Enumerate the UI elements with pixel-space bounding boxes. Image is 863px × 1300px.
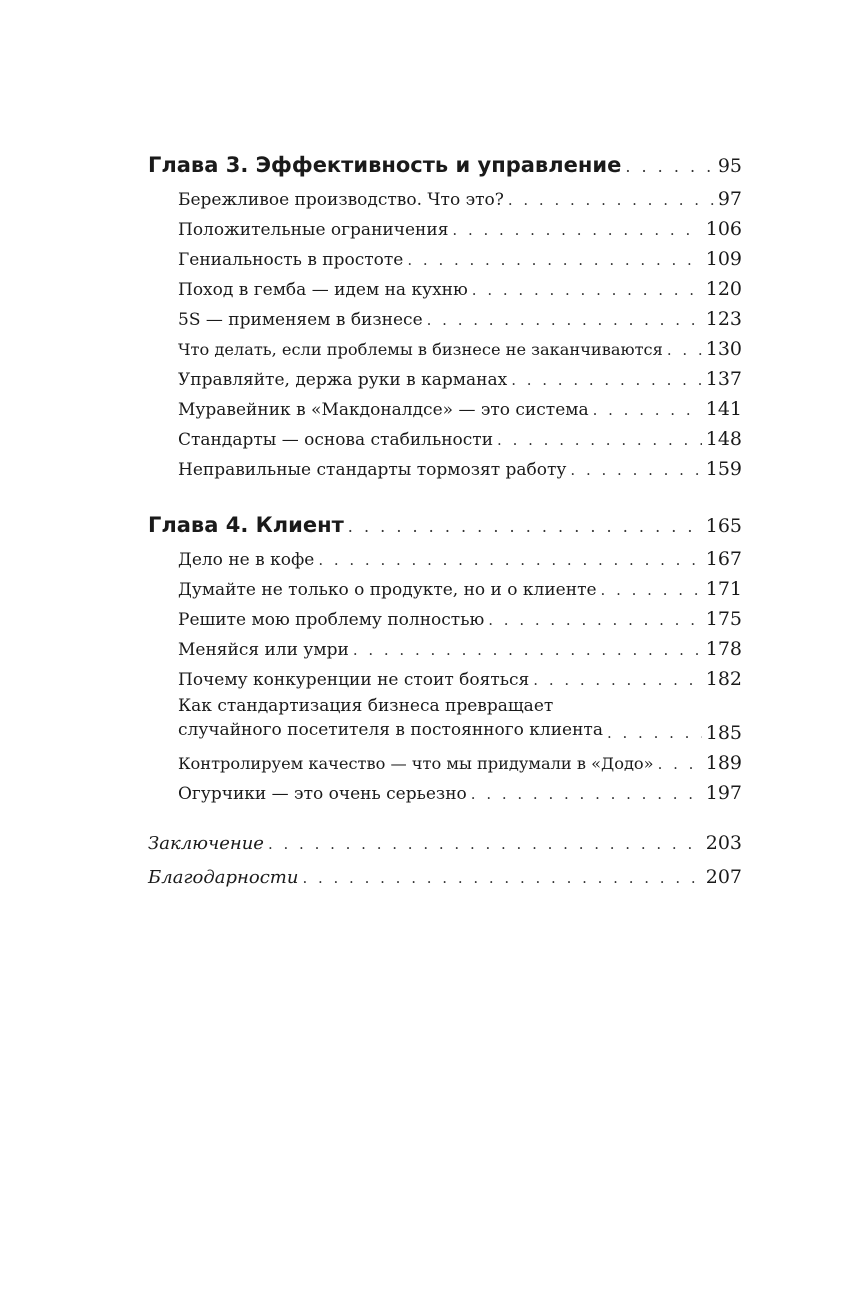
item-title: Огурчики — это очень серьезно: [178, 784, 467, 804]
toc-item[interactable]: [148, 544, 742, 574]
chapter-title: Глава 4. Клиент: [148, 513, 344, 537]
page-number: 167: [705, 548, 742, 570]
dot-leader: [570, 455, 701, 485]
item-title: Заключение: [148, 833, 264, 854]
page-number: 109: [705, 248, 742, 270]
table-of-contents: [148, 146, 742, 894]
item-title: Дело не в кофе: [178, 550, 315, 570]
item-title: Бережливое производство. Что это?: [178, 190, 504, 210]
toc-item[interactable]: [148, 274, 742, 304]
page-number: 182: [705, 668, 742, 690]
dot-leader: [268, 827, 702, 861]
item-title: Решите мою проблему полностью: [178, 610, 485, 630]
dot-leader: [353, 635, 702, 665]
item-title: Почему конкуренции не стоит бояться: [178, 670, 530, 690]
dot-leader: [488, 605, 701, 635]
item-title: Стандарты — основа стабильности: [178, 430, 494, 450]
item-title-line-1: Как стандартизация бизнеса превращает: [178, 696, 554, 716]
dot-leader: [601, 575, 702, 605]
page-number: 130: [705, 338, 742, 360]
page-number: 106: [705, 218, 742, 240]
dot-leader: [658, 749, 702, 779]
toc-item[interactable]: [148, 364, 742, 394]
toc-item[interactable]: [148, 634, 742, 664]
page-number: 148: [705, 428, 742, 450]
spacer: [148, 484, 742, 506]
dot-leader: [407, 245, 701, 275]
toc-item[interactable]: [148, 748, 742, 778]
dot-leader: [497, 425, 702, 455]
spacer: [148, 808, 742, 826]
page-number: 120: [705, 278, 742, 300]
item-title: Гениальность в простоте: [178, 250, 404, 270]
dot-leader: [593, 395, 702, 425]
item-title: Думайте не только о продукте, но и о клиенте: [178, 580, 597, 600]
dot-leader: [508, 185, 714, 215]
item-title: Положительные ограничения: [178, 220, 449, 240]
dot-leader: [348, 508, 702, 546]
dot-leader: [667, 335, 702, 365]
toc-acknowledgements[interactable]: [148, 860, 742, 894]
dot-leader: [533, 665, 701, 695]
toc-item[interactable]: [148, 214, 742, 244]
page-number: 95: [717, 155, 742, 177]
page-number: 175: [705, 608, 742, 630]
dot-leader: [607, 718, 702, 748]
dot-leader: [452, 215, 701, 245]
toc-item[interactable]: [148, 604, 742, 634]
item-title: Муравейник в «Макдоналдсе» — это система: [178, 400, 589, 420]
item-title: Поход в гемба — идем на кухню: [178, 280, 468, 300]
item-title: Что делать, если проблемы в бизнесе не заканчиваются: [178, 340, 663, 359]
page-number: 189: [705, 752, 742, 774]
toc-item[interactable]: [148, 334, 742, 364]
item-title-line-2: случайного посетителя в постоянного клиента: [178, 720, 603, 740]
toc-item[interactable]: [148, 184, 742, 214]
item-title: [178, 694, 603, 742]
item-title: Контролируем качество — что мы придумали в «Додо»: [178, 754, 654, 773]
toc-item[interactable]: [148, 244, 742, 274]
toc-item[interactable]: [148, 394, 742, 424]
item-title: Благодарности: [148, 867, 299, 888]
item-title: Меняйся или умри: [178, 640, 349, 660]
toc-item[interactable]: [148, 694, 742, 748]
toc-item[interactable]: [148, 778, 742, 808]
dot-leader: [471, 779, 702, 809]
toc-item[interactable]: [148, 454, 742, 484]
item-title: Управляйте, держа руки в карманах: [178, 370, 508, 390]
dot-leader: [625, 148, 714, 186]
dot-leader: [302, 861, 701, 895]
toc-item[interactable]: [148, 664, 742, 694]
page-number: 203: [705, 832, 742, 854]
page-number: 165: [705, 515, 742, 537]
page-number: 137: [705, 368, 742, 390]
toc-item[interactable]: [148, 424, 742, 454]
dot-leader: [511, 365, 702, 395]
page-number: 159: [705, 458, 742, 480]
chapter-title: Глава 3. Эффективность и управление: [148, 153, 622, 177]
toc-item[interactable]: [148, 574, 742, 604]
page-number: 197: [705, 782, 742, 804]
dot-leader: [318, 545, 701, 575]
page-number: 178: [705, 638, 742, 660]
item-title: Неправильные стандарты тормозят работу: [178, 460, 567, 480]
page-number: 207: [705, 866, 742, 888]
page-number: 123: [705, 308, 742, 330]
toc-chapter-4[interactable]: [148, 506, 742, 544]
dot-leader: [427, 305, 702, 335]
toc-chapter-3[interactable]: [148, 146, 742, 184]
dot-leader: [472, 275, 702, 305]
item-title: 5S — применяем в бизнесе: [178, 310, 423, 330]
toc-item[interactable]: [148, 304, 742, 334]
toc-conclusion[interactable]: [148, 826, 742, 860]
page-number: 185: [705, 722, 742, 744]
page-number: 97: [717, 188, 742, 210]
page-number: 171: [705, 578, 742, 600]
page-number: 141: [705, 398, 742, 420]
